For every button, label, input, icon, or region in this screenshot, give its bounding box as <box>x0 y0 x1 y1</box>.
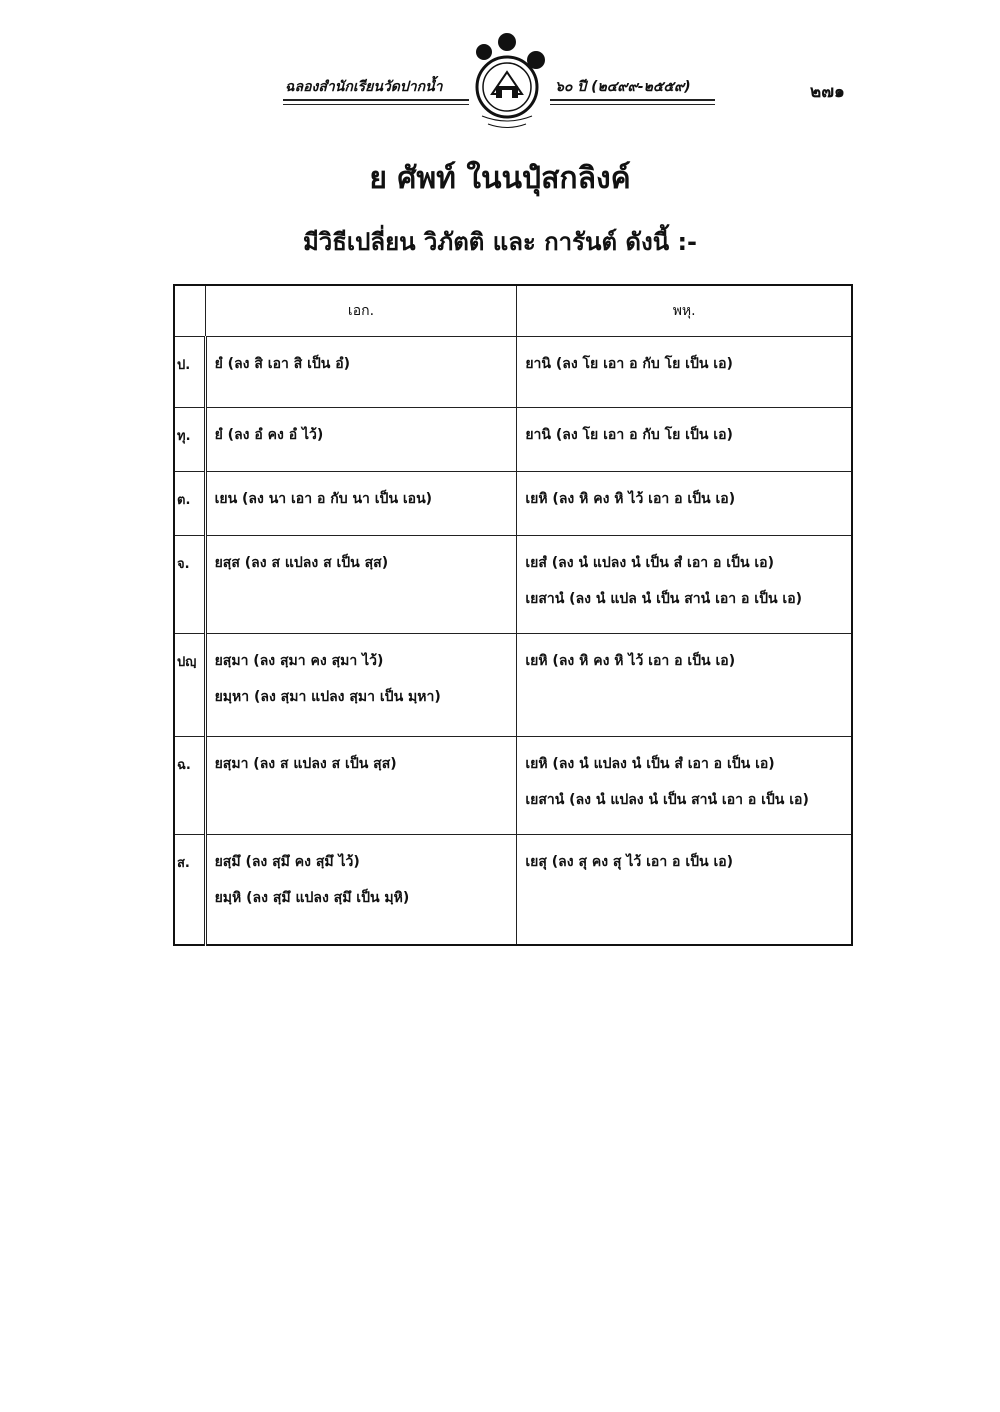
plural-form: เยสุ (ลง สุ คง สุ ไว้ เอา อ เป็น เอ) <box>525 854 734 870</box>
singular-form: ยสฺมา (ลง สฺมา คง สฺมา ไว้) <box>214 653 384 669</box>
plural-cell <box>517 337 852 408</box>
plural-cell <box>517 835 852 946</box>
header-rule <box>550 104 715 105</box>
singular-cell <box>205 634 517 737</box>
plural-form: ยานิ (ลง โย เอา อ กับ โย เป็น เอ) <box>525 427 733 443</box>
header-rule <box>283 104 469 105</box>
case-label: ป. <box>174 337 205 408</box>
table-row <box>174 536 852 634</box>
singular-form: ยสฺมึ (ลง สฺมึ คง สฺมึ ไว้) <box>214 854 360 870</box>
page-header <box>0 0 1000 140</box>
singular-form: ยํ (ลง สิ เอา สิ เป็น อํ) <box>214 356 351 372</box>
case-label: จ. <box>174 536 205 634</box>
plural-form: เยหิ (ลง นํ แปลง นํ เป็น สํ เอา อ เป็น เอ) <box>525 756 775 772</box>
case-label: ส. <box>174 835 205 946</box>
plural-form: เยหิ (ลง หิ คง หิ ไว้ เอา อ เป็น เอ) <box>525 491 736 507</box>
table-row <box>174 835 852 946</box>
singular-cell <box>205 835 517 946</box>
case-label: ต. <box>174 472 205 536</box>
table-row <box>174 737 852 835</box>
header-rule <box>283 99 469 101</box>
singular-cell <box>205 737 517 835</box>
case-column-header <box>174 285 205 337</box>
singular-form: ยสฺมา (ลง ส แปลง ส เป็น สฺส) <box>214 756 397 772</box>
singular-form: ยํ (ลง อํ คง อํ ไว้) <box>214 427 324 443</box>
header-rule <box>550 99 715 101</box>
page-subtitle: มีวิธีเปลี่ยน วิภัตติ และ การันต์ ดังนี้ :- <box>302 228 698 256</box>
plural-form: เยสานํ (ลง นํ แปล นํ เป็น สานํ เอา อ เป็น เอ) <box>525 591 803 607</box>
table-header-row <box>174 285 852 337</box>
table-row <box>174 408 852 472</box>
table-row <box>174 337 852 408</box>
header-left-text: ฉลองสำนักเรียนวัดปากน้ำ <box>285 79 443 95</box>
singular-cell <box>205 337 517 408</box>
plural-cell <box>517 536 852 634</box>
plural-form: เยสํ (ลง นํ แปลง นํ เป็น สํ เอา อ เป็น เอ) <box>525 555 774 571</box>
header-right-text: ๖๐ ปี (๒๔๙๙-๒๕๕๙) <box>555 79 691 95</box>
singular-form: ยสฺส (ลง ส แปลง ส เป็น สฺส) <box>214 555 389 571</box>
plural-form: ยานิ (ลง โย เอา อ กับ โย เป็น เอ) <box>525 356 733 372</box>
singular-cell <box>205 408 517 472</box>
page-number: ๒๗๑ <box>810 82 845 102</box>
singular-cell <box>205 472 517 536</box>
case-label: ทุ. <box>174 408 205 472</box>
case-label: ปญฺ <box>174 634 205 737</box>
table-row <box>174 472 852 536</box>
plural-cell <box>517 634 852 737</box>
plural-form: เยสานํ (ลง นํ แปลง นํ เป็น สานํ เอา อ เป็น เอ) <box>525 792 809 808</box>
singular-cell <box>205 536 517 634</box>
singular-form: ยมฺหิ (ลง สฺมึ แปลง สฺมึ เป็น มฺหิ) <box>214 890 410 906</box>
plural-cell <box>517 472 852 536</box>
page-title: ย ศัพท์ ในนปุํสกลิงค์ <box>369 161 631 196</box>
case-label: ฉ. <box>174 737 205 835</box>
singular-form: ยมฺหา (ลง สฺมา แปลง สฺมา เป็น มฺหา) <box>214 689 441 705</box>
plural-form: เยหิ (ลง หิ คง หิ ไว้ เอา อ เป็น เอ) <box>525 653 736 669</box>
temple-seal-icon <box>462 32 552 134</box>
singular-column-header: เอก. <box>205 285 517 337</box>
singular-form: เยน (ลง นา เอา อ กับ นา เป็น เอน) <box>214 491 433 507</box>
plural-cell <box>517 737 852 835</box>
declension-table <box>173 284 853 946</box>
plural-cell <box>517 408 852 472</box>
plural-column-header: พหุ. <box>517 285 852 337</box>
table-row <box>174 634 852 737</box>
